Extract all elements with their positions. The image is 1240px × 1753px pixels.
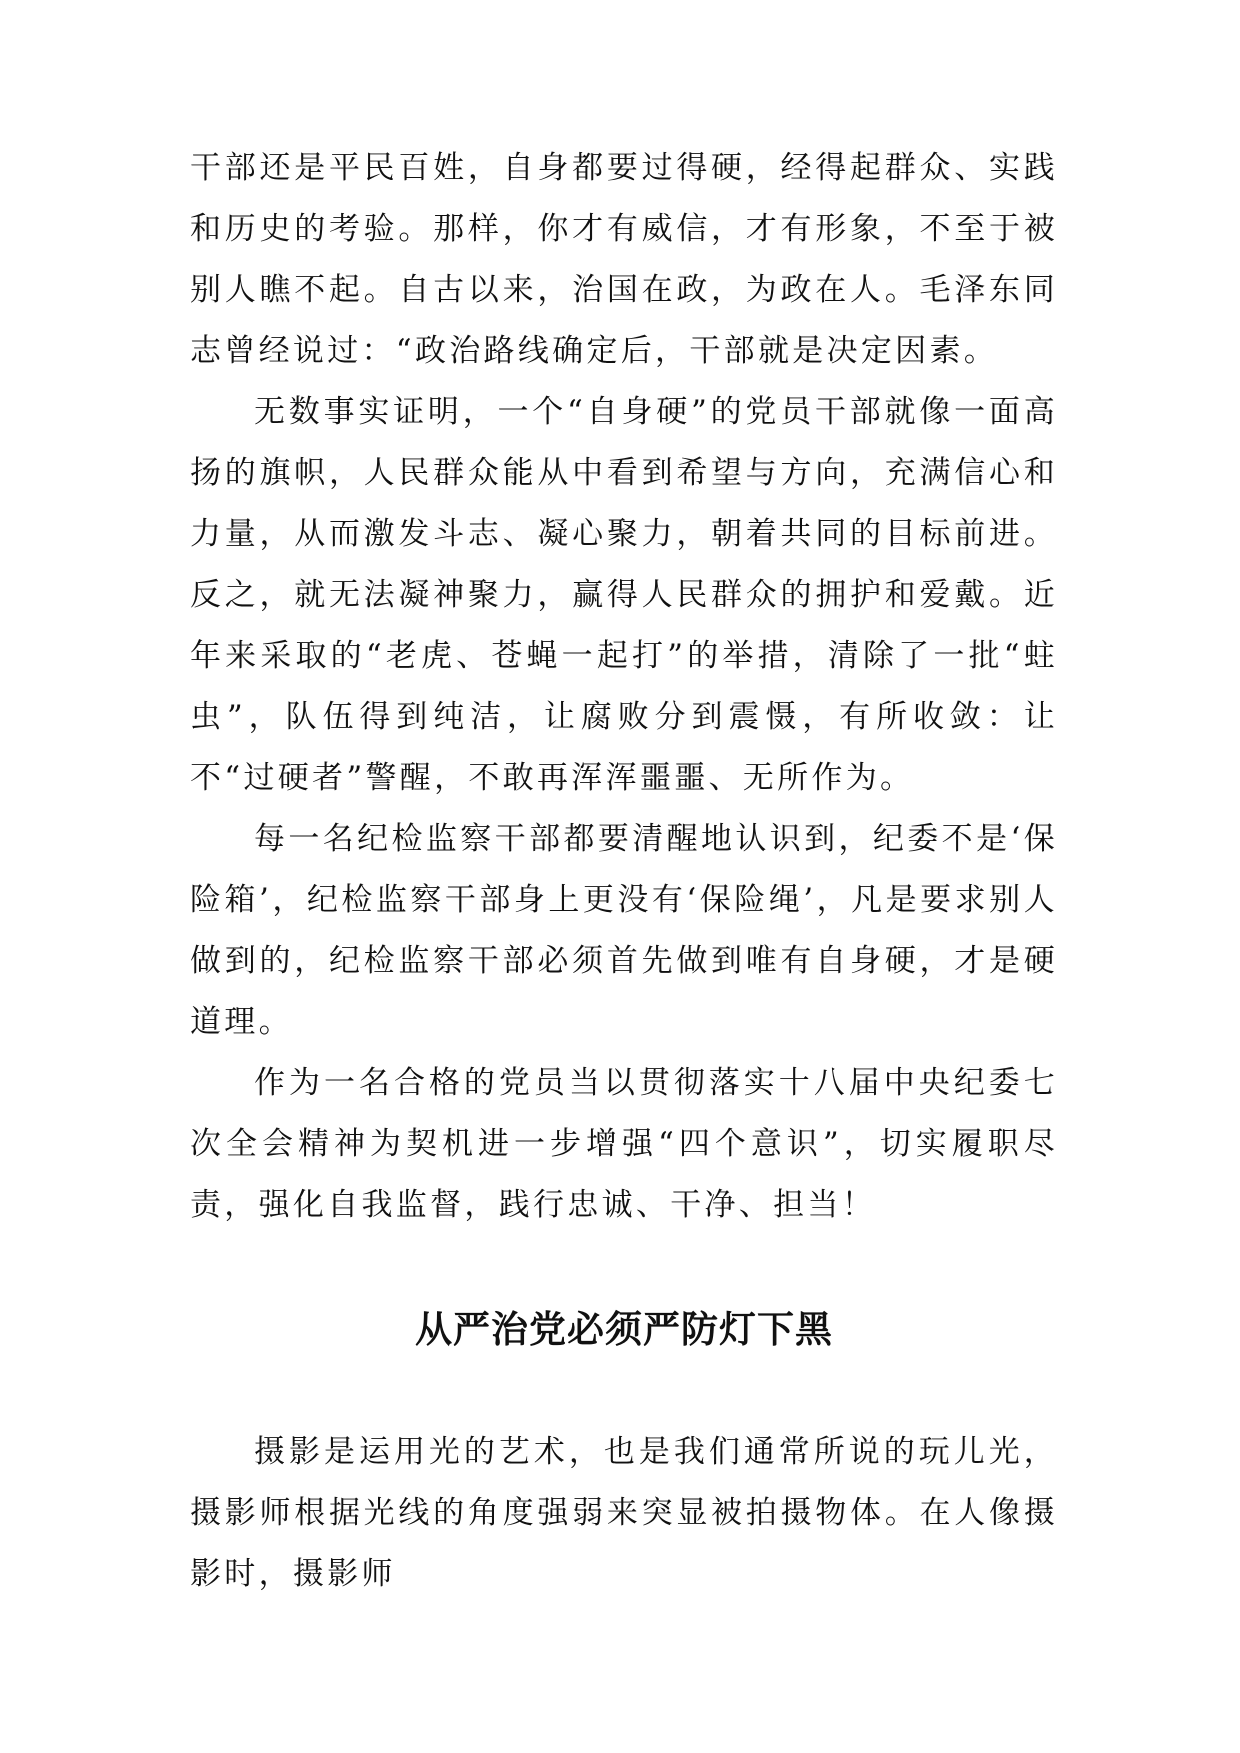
- paragraph: 每一名纪检监察干部都要清醒地认识到，纪委不是‘保险箱’，纪检监察干部身上更没有‘保险绳’，凡是要求别人做到的，纪检监察干部必须首先做到唯有自身硬，才是硬道理。: [190, 821, 1058, 1040]
- document-page: [190, 138, 1058, 1605]
- section-title: 从严治党必须严防灯下黑: [415, 1308, 833, 1351]
- paragraph: 作为一名合格的党员当以贯彻落实十八届中央纪委七次全会精神为契机进一步增强“四个意识”，切实履职尽责，强化自我监督，践行忠诚、干净、担当！: [190, 1065, 1058, 1223]
- paragraph: 摄影是运用光的艺术，也是我们通常所说的玩儿光，摄影师根据光线的角度强弱来突显被拍摄物体。在人像摄影时，摄影师: [190, 1434, 1058, 1592]
- paragraph-continuation: 干部还是平民百姓，自身都要过得硬，经得起群众、实践和历史的考验。那样，你才有威信，才有形象，不至于被别人瞧不起。自古以来，治国在政，为政在人。毛泽东同志曾经说过：“政治路线确定后，干部就是决定因素。: [190, 150, 1058, 369]
- paragraph: 无数事实证明，一个“自身硬”的党员干部就像一面高扬的旗帜，人民群众能从中看到希望与方向，充满信心和力量，从而激发斗志、凝心聚力，朝着共同的目标前进。反之，就无法凝神聚力，赢得人民群众的拥护和爱戴。近年来采取的“老虎、苍蝇一起打”的举措，清除了一批“蛀虫”，队伍得到纯洁，让腐败分到震慑，有所收敛：让不“过硬者”警醒，不敢再浑浑噩噩、无所作为。: [190, 394, 1058, 796]
